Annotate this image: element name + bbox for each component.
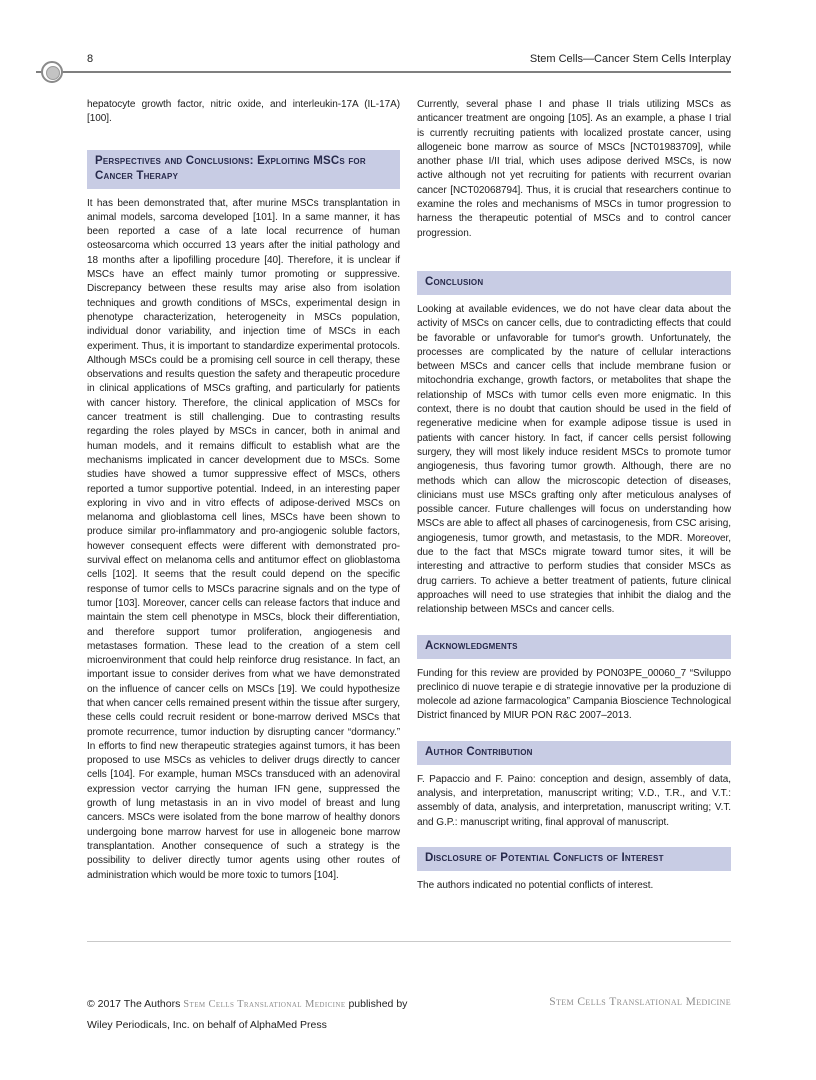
footer-journal-name: Stem Cells Translational Medicine (183, 999, 346, 1010)
header-ring-icon (41, 61, 63, 83)
footer-copyright-line1 (87, 994, 527, 1015)
footer-copyright-line2: Wiley Periodicals, Inc. on behalf of AlphaMed Press (87, 1019, 327, 1031)
acknowledgments-paragraph: Funding for this review are provided by PON03PE_00060_7 “Sviluppo preclinico di nuove terapie e di strategie innovative per la produzione di molecole ad azione farmacologica” Campania Bioscience Technological District financed by MIUR PON R&C 2007–2013. (417, 667, 731, 722)
trials-paragraph: Currently, several phase I and phase II trials utilizing MSCs as anticancer treatment are ongoing [105]. As an example, a phase I trial is currently recruiting patients with localized prostate cancer, using allogeneic bone marrow as source of MSCs [NCT01983709], while another phase I/II trial, which uses adipose derived MSCs, is now active although not yet recruiting for patients with recurrent ovarian cancer [NCT02068794]. Thus, it is crucial that researchers continue to examine the roles and mechanisms of MSCs in tumor progression to harness the therapeutic potential of MSCs and to control cancer progression. (417, 99, 731, 239)
page-number: 8 (87, 53, 94, 65)
intro-paragraph: hepatocyte growth factor, nitric oxide, and interleukin-17A (IL-17A) [100]. (87, 99, 400, 125)
running-title: Stem Cells—Cancer Stem Cells Interplay (529, 53, 731, 65)
header-rule (36, 71, 731, 73)
section-heading-author-contribution: Author Contribution (417, 741, 731, 765)
footer-rule (87, 941, 731, 942)
disclosure-paragraph: The authors indicated no potential conflicts of interest. (417, 879, 654, 891)
right-column (417, 98, 731, 893)
copyright-prefix: © 2017 The Authors (87, 998, 184, 1010)
section-heading-perspectives: Perspectives and Conclusions: Exploiting MSCs for Cancer Therapy (87, 150, 400, 189)
conclusion-paragraph: Looking at available evidences, we do not have clear data about the activity of MSCs on cancer cells, due to contradicting effects that could be favorable or unfavorable for tumor's growth. Unfortunately, the processes are complicated by the nature of cellular interactions between MSCs and cancer cells that include membrane fusion or mitochondria exchange, growth factors, or metabolites that shape the relationship of MSCs with tumor cells even more enigmatic. In this context, there is no doubt that caution should be used in the field of regenerative medicine when for example adipose tissue is used in patients with cancer history. In fact, if cancer cells persist following surgery, they will most likely induce resident MSCs to promote tumor angiogenesis, thus favoring tumor growth. Although, there are no methods which can allow the microscopic detection of diseases, clinicians must use MSCs grafting only after meticulous analyses of possible cancer. Future challenges will focus on understanding how MSCs are able to affect all phases of carcinogenesis, from CSC arising, angiogenesis, tumor growth, and metastasis, to the MDR. Moreover, due to the fact that MSCs migrate toward tumor sites, it will be interesting and attractive to perform studies that consider MSCs as drug carriers. To achieve a better treatment of patients, future clinical approaches will need to use strategies that inhibit the dialog and the relationship between MSCs and cancer cells. (417, 303, 731, 616)
copyright-suffix: published by (345, 998, 408, 1010)
author-contribution-paragraph: F. Papaccio and F. Paino: conception and design, assembly of data, analysis, and interpretation, manuscript writing; V.D., T.R., and V.T.: assembly of data, analysis, and interpretation, manuscript writing; V.T. and G.P.: manuscript writing, final approval of manuscript. (417, 773, 731, 828)
footer-copyright (87, 994, 527, 1035)
section-heading-acknowledgments: Acknowledgments (417, 635, 731, 659)
perspectives-paragraph: It has been demonstrated that, after murine MSCs transplantation in animal models, sarcoma developed [101]. In a same manner, it has been reported a case of a late local recurrence of human osteosarcoma which occurred 13 years after the initial pathology and 18 months after a lipofilling procedure [40]. Therefore, it is unclear if MSCs have an effect mainly tumor promoting or suppressive. Discrepancy between these results may arise also from isolation techniques and growth conditions of MSCs, experimental design in phenotype characterization, heterogeneity in MSCs population, individual donor variability, and injection time of MSCs in each experiment. Thus, it is important to standardize experimental protocols. Although MSCs could be a promising cell source in cell therapy, these observations and results question the safety and therapeutic procedure in clinical applications of MSCs grafting, and particularly for patients with cancer history. Therefore, the clinical application of MSCs for cancer treatment is still challenging. Due to contrasting results regarding the roles played by MSCs in cancer, both in animal and human models, and it remains difficult to establish what are the mechanisms implicated in cancer development due to MSCs. Some studies have showed a tumor suppressive effect of MSCs, others reported a tumor supportive potential. Indeed, in an interesting paper exploring in vivo and in vitro effects of adipose-derived MSCs on melanoma and glioblastoma cell lines, MSCs have been shown to produce similar pro-inflammatory and pro-angiogenic soluble factors, however consequent effects were different with demonstrated pro-survival effect on melanoma cells and antitumor effect on glioblastoma cells [102]. It seems that the result could depend on the specific response of tumor cells to MSCs paracrine signals and on the type of tumor [103]. Moreover, cancer cells can release factors that induce and maintain the stem cell phenotype in MSCs, block their differentiation, and therefore support tumor proliferation, angiogenesis and metastases formation. These lead to the creation of a stem cell microenvironment that could help reinforce drug resistance. In fact, an important issue to consider derives from what we have demonstrated on the influence of cancer cells on MSCs [19]. We could hypothesize that when cancer cells remained present within the tissue after surgery, these cells could recruit resident or bone-marrow derived MSCs that promote recurrence, tumor induction by disrupting cancer “dormancy.” In efforts to find new therapeutic strategies against tumors, it has been proposed to use MSCs as vehicles to deliver drugs directly to cancer cells [104]. For example, human MSCs transduced with an adenoviral expression vector carrying the human IFN gene, suppressed the growth of lung metastasis in an in vivo model of breast and lung cancers. MSCs were isolated from the bone marrow of healthy donors undergoing bone marrow harvest for use in allogeneic bone marrow transplantation. Another consequence of such a strategy is the possibility to deliver directly tumor agents using other routes of administration which would be more toxic to tumors [104]. (87, 197, 400, 881)
footer-journal-name-right: Stem Cells Translational Medicine (549, 996, 731, 1008)
left-column (87, 98, 400, 883)
section-heading-disclosure: Disclosure of Potential Conflicts of Interest (417, 847, 731, 871)
section-heading-conclusion: Conclusion (417, 271, 731, 295)
